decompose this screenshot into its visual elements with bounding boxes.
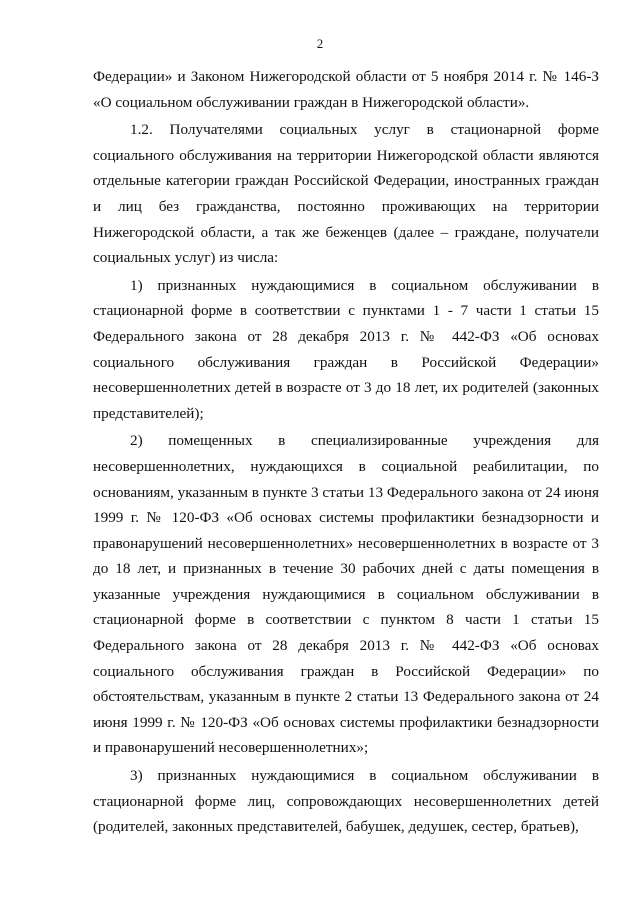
paragraph-1-2: 1.2. Получателями социальных услуг в стационарной форме социального обслуживания на территории Нижегородской области являются отдельные категории граждан Российской Федерации, иностранных граждан и лиц без гражданства, постоянно проживающих на территории Нижегородской области, а так же беженцев (далее – граждане, получатели социальных услуг) из числа: bbox=[93, 121, 599, 267]
paragraph-continuation: Федерации» и Законом Нижегородской области от 5 ноября 2014 г. № 146-З «О социальном обслуживании граждан в Нижегородской области». bbox=[93, 68, 599, 111]
list-item-1: 1) признанных нуждающимися в социальном обслуживании в стационарной форме в соответствии с пунктами 1 - 7 части 1 статьи 15 Федерального закона от 28 декабря 2013 г. № 442-ФЗ «Об основах социального обслуживания граждан в Российской Федерации» несовершеннолетних детей в возрасте от 3 до 18 лет, их родителей (законных представителей); bbox=[93, 276, 599, 422]
page-number: 2 bbox=[316, 36, 324, 51]
list-item-2: 2) помещенных в специализированные учреждения для несовершеннолетних, нуждающихся в социальной реабилитации, по основаниям, указанным в пункте 3 статьи 13 Федерального закона от 24 июня 1999 г. № 120-ФЗ «Об основах системы профилактики безнадзорности и правонарушений несовершеннолетних» несовершеннолетних в возрасте от 3 до 18 лет, и признанных в течение 30 рабочих дней с даты помещения в указанные учреждения нуждающимися в социальном обслуживании в стационарной форме в соответствии с пунктом 8 части 1 статьи 15 Федерального закона от 28 декабря 2013 г. № 442-ФЗ «Об основах социального обслуживания граждан в Российской Федерации» по обстоятельствам, указанным в пункте 2 статьи 13 Федерального закона от 24 июня 1999 г. № 120-ФЗ «Об основах системы профилактики безнадзорности и правонарушений несовершеннолетних»; bbox=[93, 432, 599, 757]
list-item-3: 3) признанных нуждающимися в социальном обслуживании в стационарной форме лиц, сопровождающих несовершеннолетних детей (родителей, законных представителей, бабушек, дедушек, сестер, братьев), bbox=[93, 767, 599, 836]
document-body bbox=[93, 64, 599, 842]
